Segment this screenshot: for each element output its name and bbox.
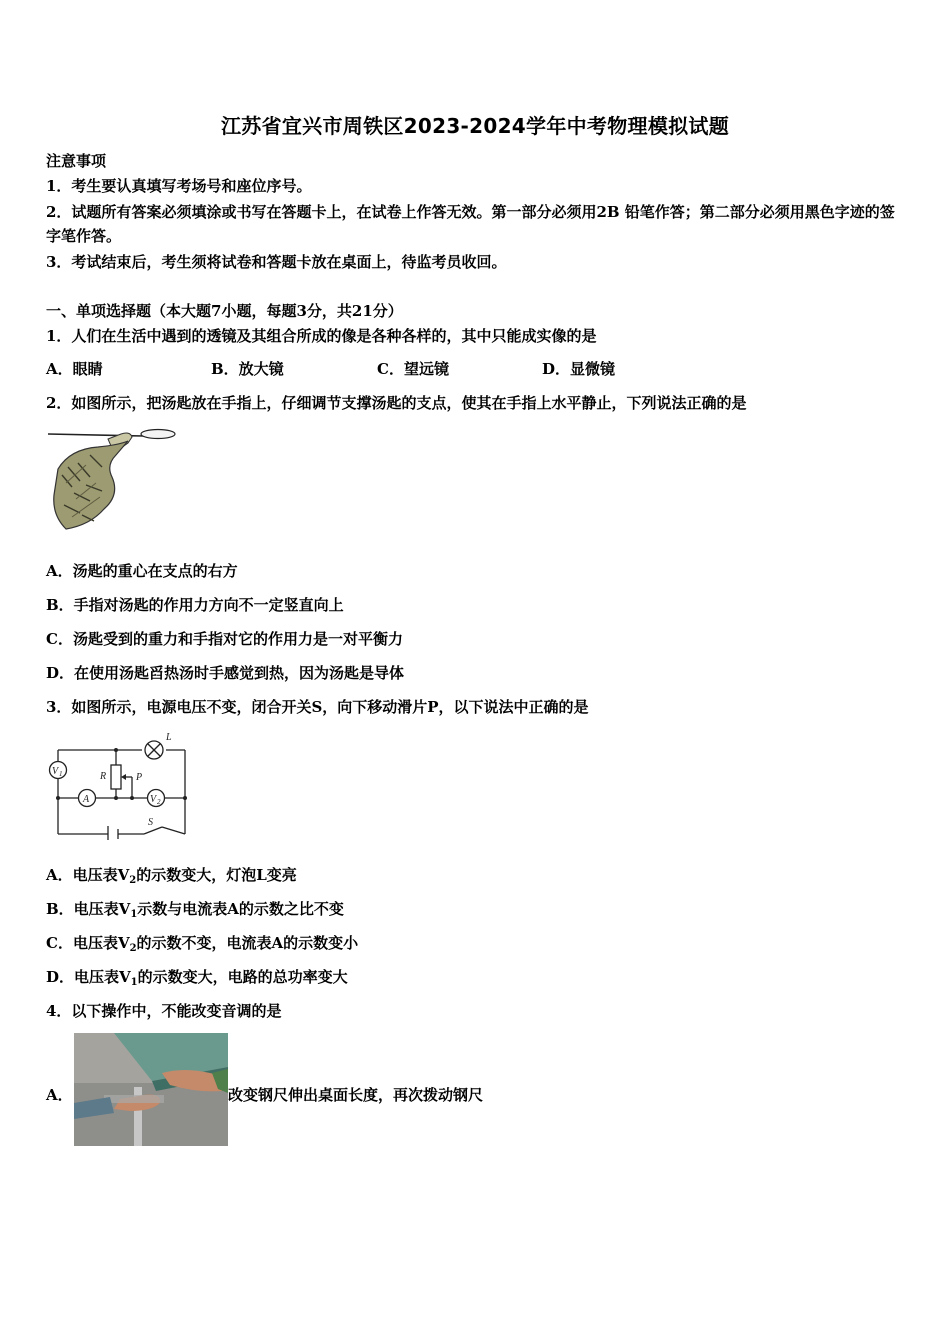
option-a: A．汤匙的重心在支点的右方 bbox=[46, 562, 238, 580]
question-stem: 3．如图所示，电源电压不变，闭合开关S，向下移动滑片P，以下说法中正确的是 bbox=[46, 698, 589, 716]
steel-ruler-photo bbox=[74, 1033, 228, 1146]
notice-item: 3．考试结束后，考生须将试卷和答题卡放在桌面上，待监考员收回。 bbox=[46, 253, 507, 271]
option-a: A．眼睛 bbox=[46, 360, 103, 378]
option-b bbox=[46, 898, 344, 920]
option-d: D．在使用汤匙舀热汤时手感觉到热，因为汤匙是导体 bbox=[46, 664, 405, 682]
label-s: S bbox=[148, 817, 153, 828]
option-a-sub: 2 bbox=[129, 875, 137, 886]
option-d-part: D．电压表V bbox=[46, 968, 131, 986]
option-b-sub: 1 bbox=[130, 909, 138, 920]
option-a-label: A． bbox=[46, 1086, 73, 1104]
q1-options bbox=[46, 358, 746, 380]
question-stem: 1．人们在生活中遇到的透镜及其组合所成的像是各种各样的，其中只能成实像的是 bbox=[46, 327, 597, 345]
notice-item: 1．考生要认真填写考场号和座位序号。 bbox=[46, 177, 312, 195]
label-v2: V bbox=[150, 794, 157, 805]
label-v1-sub: 1 bbox=[59, 770, 63, 778]
question-stem: 4．以下操作中，不能改变音调的是 bbox=[46, 1002, 282, 1020]
circuit-diagram bbox=[44, 728, 212, 840]
option-c bbox=[46, 932, 358, 954]
option-d bbox=[46, 966, 348, 988]
label-v2-sub: 2 bbox=[157, 798, 161, 806]
section-heading: 一、单项选择题（本大题7小题，每题3分，共21分） bbox=[46, 302, 403, 320]
option-b-part: B．电压表V bbox=[46, 900, 131, 918]
option-b: B．手指对汤匙的作用力方向不一定竖直向上 bbox=[46, 596, 344, 614]
spoon-hand-figure bbox=[46, 425, 178, 533]
option-d-sub: 1 bbox=[130, 977, 138, 988]
option-c-part: C．电压表V bbox=[46, 934, 130, 952]
question-stem: 2．如图所示，把汤匙放在手指上，仔细调节支撑汤匙的支点，使其在手指上水平静止，下列说法正确的是 bbox=[46, 394, 747, 412]
option-d: D．显微镜 bbox=[542, 360, 616, 378]
option-a-rest: 的示数变大，灯泡L变亮 bbox=[136, 866, 297, 884]
label-v1: V bbox=[52, 766, 59, 777]
page-title: 江苏省宜兴市周铁区2023-2024学年中考物理模拟试题 bbox=[220, 114, 730, 138]
option-c: C．望远镜 bbox=[377, 360, 449, 378]
option-c-sub: 2 bbox=[129, 943, 137, 954]
label-l: L bbox=[166, 732, 172, 743]
notice-heading: 注意事项 bbox=[46, 152, 107, 170]
option-b: B．放大镜 bbox=[211, 360, 284, 378]
option-b-rest: 示数与电流表A的示数之比不变 bbox=[137, 900, 344, 918]
label-ammeter: A bbox=[83, 794, 90, 805]
option-a bbox=[46, 864, 297, 886]
label-p: P bbox=[136, 772, 143, 783]
notice-item: 2．试题所有答案必须填涂或书写在答题卡上，在试卷上作答无效。第一部分必须用2B 铅笔作答；第二部分必须用黑色字迹的签字笔作答。 bbox=[46, 203, 895, 245]
option-a-text: 改变钢尺伸出桌面长度，再次拨动钢尺 bbox=[228, 1086, 484, 1104]
option-c: C．汤匙受到的重力和手指对它的作用力是一对平衡力 bbox=[46, 630, 403, 648]
option-c-rest: 的示数不变，电流表A的示数变小 bbox=[136, 934, 359, 952]
label-r: R bbox=[100, 771, 107, 782]
option-a-part: A．电压表V bbox=[46, 866, 130, 884]
option-d-rest: 的示数变大，电路的总功率变大 bbox=[137, 968, 348, 986]
